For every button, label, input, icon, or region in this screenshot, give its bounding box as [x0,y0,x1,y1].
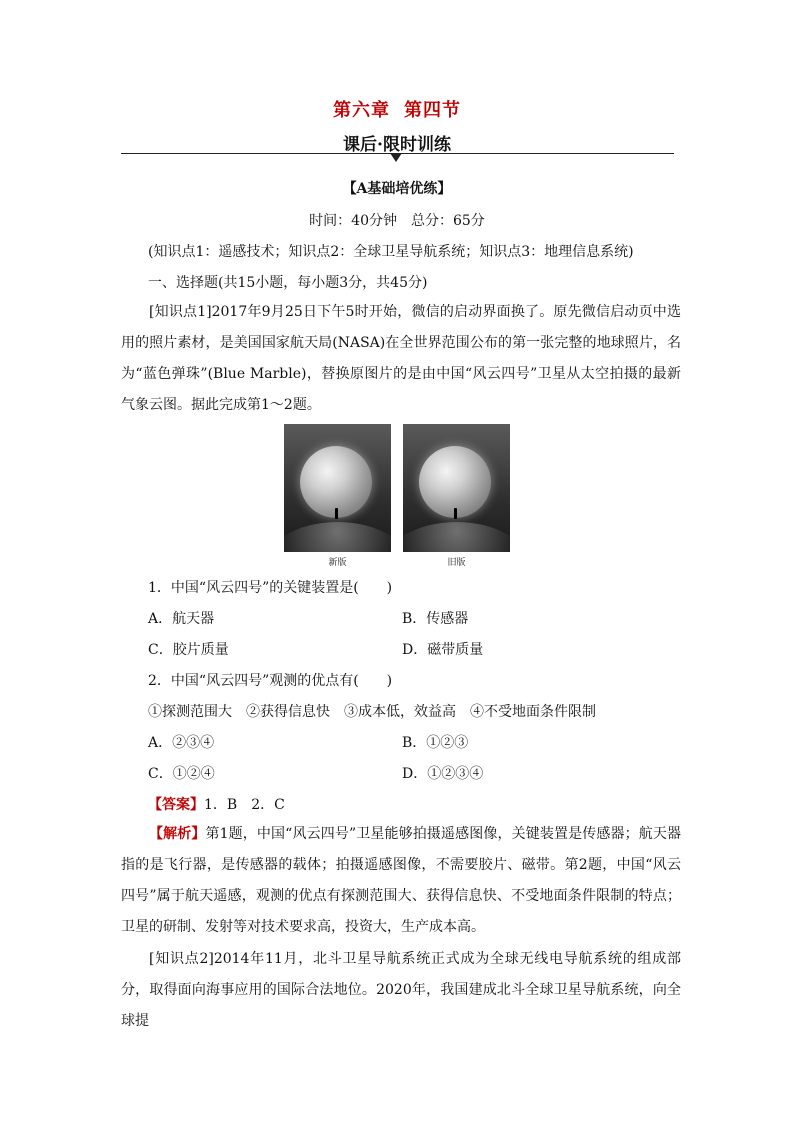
chapter-title [0,96,794,122]
analysis-label: 【解析】 [149,826,206,842]
question-2-option-a: A．②③④ [148,735,215,751]
horizon [284,522,391,552]
level-heading: 【A基础培优练】 [342,181,452,197]
knowledge-points: (知识点1：遥感技术；知识点2：全球卫星导航系统；知识点3：地理信息系统) [148,244,634,260]
earth-figure [284,424,510,569]
earth-photo-new [284,424,391,552]
passage-1: [知识点1]2017年9月25日下午5时开始，微信的启动界面换了。原先微信启动页中选用的照片素材，是美国国家航天局(NASA)在全世界范围公布的第一张完整的地球照片，名为“蓝色弹珠”(Blue Marble)，替换原图片的是由中国“风云四号”卫星从太空拍摄的最新气象云图。据此完成第1～2题。 [121,304,681,413]
answer-line [148,794,285,814]
question-1-option-d: D．磁带质量 [402,642,484,658]
question-2-items: ①探测范围大 ②获得信息快 ③成本低，效益高 ④不受地面条件限制 [148,704,596,720]
section-label: 第四节 [404,100,461,121]
answer-label: 【答案】 [148,797,204,813]
question-2-option-c: C．①②④ [148,766,215,782]
caption-new: 新版 [328,558,347,568]
question-1-option-c: C．胶片质量 [148,642,229,658]
question-1-option-a: A．航天器 [148,611,215,627]
question-2-option-b: B．①②③ [402,735,469,751]
title-rule-arrow [390,153,402,162]
analysis-block [121,819,681,943]
person-silhouette [335,508,338,519]
question-2-stem: 2．中国“风云四号”观测的优点有( ) [148,673,393,689]
analysis-text: 第1题，中国“风云四号”卫星能够拍摄遥感图像，关键装置是传感器；航天器指的是飞行器，是传感器的载体；拍摄遥感图像，不需要胶片、磁带。第2题，中国“风云四号”属于航天遥感，观测的优点有探测范围大、获得信息快、不受地面条件限制的特点；卫星的研制、发射等对技术要求高，投资大，生产成本高。 [121,826,681,935]
answer-text: 1．B 2．C [204,797,285,813]
time-score: 时间：40分钟 总分：65分 [309,213,485,229]
section-heading: 一、选择题(共15小题，每小题3分，共45分) [148,275,428,291]
horizon [403,522,510,552]
chapter-label: 第六章 [333,100,390,121]
question-2-option-d: D．①②③④ [402,766,484,782]
earth-photo-old [403,424,510,552]
caption-old: 旧版 [447,558,466,568]
person-silhouette [454,508,457,519]
question-1-stem: 1．中国“风云四号”的关键装置是( ) [148,580,393,596]
passage-2: [知识点2]2014年11月，北斗卫星导航系统正式成为全球无线电导航系统的组成部分，取得面向海事应用的国际合法地位。2020年，我国建成北斗全球卫星导航系统，向全球提 [121,951,681,1029]
question-1-option-b: B．传感器 [402,611,469,627]
section-title: 课后·限时训练 [343,135,451,155]
